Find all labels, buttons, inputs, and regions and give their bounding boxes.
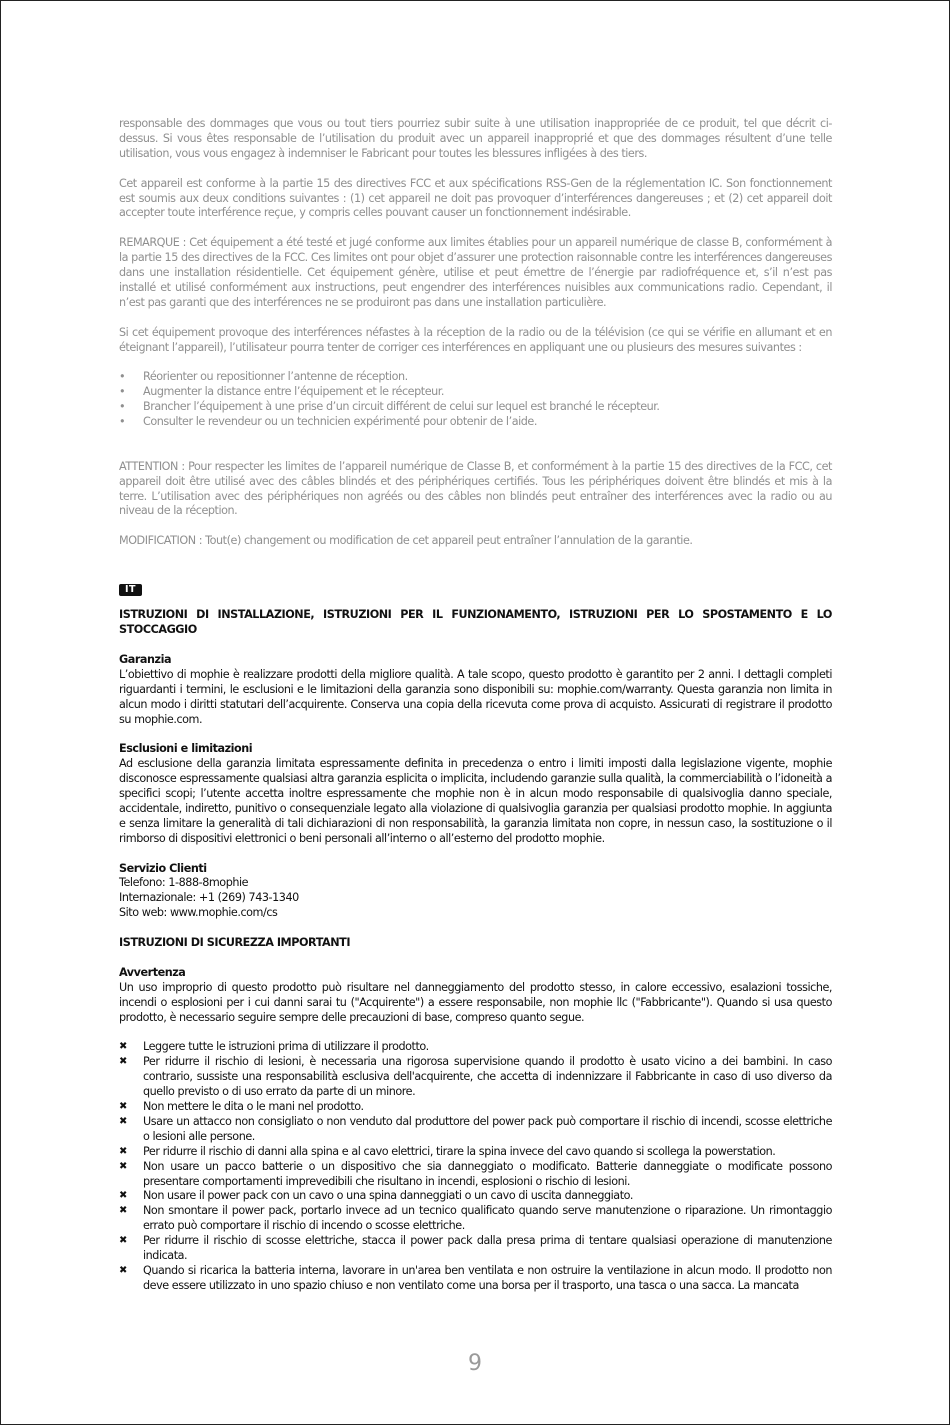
service-phone: Telefono: 1-888-8mophie [119, 876, 249, 890]
list-item: ✖ Per ridurre il rischio di danni alla spina e al cavo elettrici, tirare la spina invece del cavo quando si scollega la powerstation. [119, 1144, 776, 1158]
list-item: ✖ Per ridurre il rischio di lesioni, è necessaria una rigorosa supervisione quando il prodotto è usato vicino a dei bambini. In caso contrario, sussiste una responsabilità esclusiva dell'acquirente, che accetta di indennizzare il Fabbricante in caso di uso diverso da quello previsto o di uso errato da parte di un minore. [119, 1055, 832, 1099]
interference-measures-list [119, 370, 832, 430]
list-item: ✖ Quando si ricarica la batteria interna, lavorare in un'area ben ventilata e non ostruire la ventilazione in alcun modo. Il prodotto non deve essere utilizzato in uno spazio chiuso e non ventilato come una borsa per il trasporto, una tasca o una sacca. La mancata [119, 1263, 832, 1292]
list-item: ✖ Non usare il power pack con un cavo o una spina danneggiati o un cavo di uscita danneggiato. [119, 1189, 633, 1203]
list-item: ✖ Non smontare il power pack, portarlo invece ad un tecnico qualificato quando serve manutenzione o riparazione. Un rimontaggio errato può comportare il rischio di incendo o scosse elettriche. [119, 1204, 832, 1233]
safety-title: ISTRUZIONI DI SICUREZZA IMPORTANTI [119, 936, 351, 950]
warning-icon: ✖ [119, 1264, 127, 1276]
language-badge: IT [119, 584, 142, 596]
section-title: ISTRUZIONI DI INSTALLAZIONE, ISTRUZIONI PER IL FUNZIONAMENTO, ISTRUZIONI PER LO SPOSTAMENTO E LO STOCCAGGIO [119, 608, 832, 637]
list-item: ✖ Leggere tutte le istruzioni prima di utilizzare il prodotto. [119, 1040, 429, 1054]
fcc-compliance-paragraph: Cet appareil est conforme à la partie 15 des directives FCC et aux spécifications RSS-Gen de la réglementation IC. Son fonctionnement est soumis aux deux conditions suivantes : (1) cet appareil ne doit pas provoquer d’interférences dangereuses ; et (2) cet appareil doit accepter toute interférence reçue, y compris celles pouvant causer un fonctionnement indésirable. [119, 176, 832, 220]
list-item: ✖ Usare un attacco non consigliato o non venduto dal produttore del power pack può comportare il rischio di incendi, scosse elettriche o lesioni alle persone. [119, 1114, 832, 1143]
warning-icon: ✖ [119, 1056, 127, 1068]
customer-service-heading: Servizio Clienti [119, 861, 207, 875]
modification-paragraph: MODIFICATION : Tout(e) changement ou modification de cet appareil peut entraîner l’annulation de la garantie. [119, 534, 693, 548]
warning-icon: ✖ [119, 1101, 127, 1112]
attention-paragraph: ATTENTION : Pour respecter les limites de l’appareil numérique de Classe B, et conformément à la partie 15 des directives de la FCC, cet appareil doit être utilisé avec des câbles blindés et des périphériques certifiés. Tous les périphériques doivent être blindés et mis à la terre. L’utilisation avec des périphériques non agréés ou des câbles non blindés peut entraîner des interférences avec la radio ou au niveau de la réception. [119, 459, 832, 518]
exclusions-heading: Esclusioni e limitazioni [119, 742, 253, 756]
list-item: • Consulter le revendeur ou un technicien expérimenté pour obtenir de l’aide. [119, 415, 537, 429]
warning-paragraph: Un uso improprio di questo prodotto può risultare nel danneggiamento del prodotto stesso, in calore eccessivo, esalazioni tossiche, incendi o esplosioni per i cui danni sarai tu ("Acquirente") a essere responsabile, non mophie llc ("Fabbricante"). Quando si usa questo prodotto, è necessario seguire sempre delle precauzioni di base, compreso quanto segue. [119, 980, 832, 1024]
warning-icon: ✖ [119, 1145, 127, 1157]
warning-icon: ✖ [119, 1160, 127, 1172]
warning-icon: ✖ [119, 1235, 127, 1247]
italian-section [119, 608, 832, 1294]
french-section [119, 117, 832, 549]
page-content [119, 117, 832, 1294]
bullet-icon: • [119, 370, 126, 384]
warning-icon: ✖ [119, 1041, 127, 1053]
warning-heading: Avvertenza [119, 965, 186, 979]
list-item: • Brancher l’équipement à une prise d’un circuit différent de celui sur lequel est branché le récepteur. [119, 400, 660, 414]
bullet-icon: • [119, 400, 126, 414]
service-international: Internazionale: +1 (269) 743-1340 [119, 891, 299, 905]
warning-icon: ✖ [119, 1205, 127, 1217]
exclusions-paragraph: Ad esclusione della garanzia limitata espressamente definita in precedenza o entro i limiti imposti dalla legislazione vigente, mophie disconosce espressamente qualsiasi altra garanzia esplicita o implicita, includendo garanzie sulla qualità, la commerciabilità o l’idoneità a specifici scopi; l’utente accetta inoltre espressamente che mophie non è in alcun modo responsabile di qualsivoglia danno speciale, accidentale, indiretto, punitivo o consequenziale legato alla violazione di qualsivoglia garanzia per qualsiasi prodotto mophie. In aggiunta e senza limitare la generalità di tali dichiarazioni di non responsabilità, la garanzia limitata non copre, in nessun caso, la sostituzione o il rimborso di dispositivi elettronici o beni personali all’interno o all’esterno del prodotto mophie. [119, 757, 832, 845]
warning-icon: ✖ [119, 1115, 127, 1127]
warranty-heading: Garanzia [119, 652, 172, 666]
page-number: 9 [468, 1351, 482, 1376]
safety-list [119, 1040, 832, 1293]
list-item: ✖ Non mettere le dita o le mani nel prodotto. [119, 1100, 364, 1113]
list-item: • Réorienter ou repositionner l’antenne de réception. [119, 370, 408, 384]
bullet-icon: • [119, 385, 126, 399]
list-item: ✖ Non usare un pacco batterie o un dispositivo che sia danneggiato o modificato. Batterie danneggiate o modificate possono presentare comportamenti imprevedibili che risultano in incendi, esplosioni o rischio di lesioni. [119, 1159, 832, 1188]
liability-paragraph: responsable des dommages que vous ou tout tiers pourriez subir suite à une utilisation inappropriée de ce produit, tel que décrit ci-dessus. Si vous êtes responsable de l’utilisation du produit avec un appareil inapproprié et que des dommages résultent d’une telle utilisation, vous vous engagez à indemniser le Fabricant pour toutes les blessures infligées à des tiers. [119, 117, 832, 160]
warranty-paragraph: L’obiettivo di mophie è realizzare prodotti della migliore qualità. A tale scopo, questo prodotto è garantito per 2 anni. I dettagli completi riguardanti i termini, le esclusioni e le limitazioni della garanzia sono disponibili su: mophie.com/warranty. Questa garanzia non limita in alcun modo i diritti statutari dell’acquirente. Conserva una copia della ricevuta come prova di acquisto. Assicurati di registrare il prodotto su mophie.com. [119, 667, 832, 726]
list-item: ✖ Per ridurre il rischio di scosse elettriche, stacca il power pack dalla presa prima di tentare qualsiasi operazione di manutenzione indicata. [119, 1234, 832, 1263]
list-item: • Augmenter la distance entre l’équipement et le récepteur. [119, 385, 445, 399]
warning-icon: ✖ [119, 1190, 127, 1202]
interference-paragraph: Si cet équipement provoque des interférences néfastes à la réception de la radio ou de la télévision (ce qui se vérifie en allumant et en éteignant l’appareil), l’utilisateur pourra tenter de corriger ces interférences en appliquant une ou plusieurs des mesures suivantes : [119, 325, 832, 354]
remark-paragraph: REMARQUE : Cet équipement a été testé et jugé conforme aux limites établies pour un appareil numérique de classe B, conformément à la partie 15 des directives de la FCC. Ces limites ont pour objet d’assurer une protection raisonnable contre les interférences dangereuses dans une installation résidentielle. Cet équipement génère, utilise et peut émettre de l’énergie par radiofréquence et, s’il n’est pas installé et utilisé conformément aux instructions, peut engendrer des interférences nuisibles aux communications radio. Cependant, il n’est pas garanti que des interférences ne se produiront pas dans une installation particulière. [119, 236, 832, 309]
service-website: Sito web: www.mophie.com/cs [119, 906, 278, 920]
bullet-icon: • [119, 415, 126, 429]
language-badge-row [119, 577, 832, 596]
